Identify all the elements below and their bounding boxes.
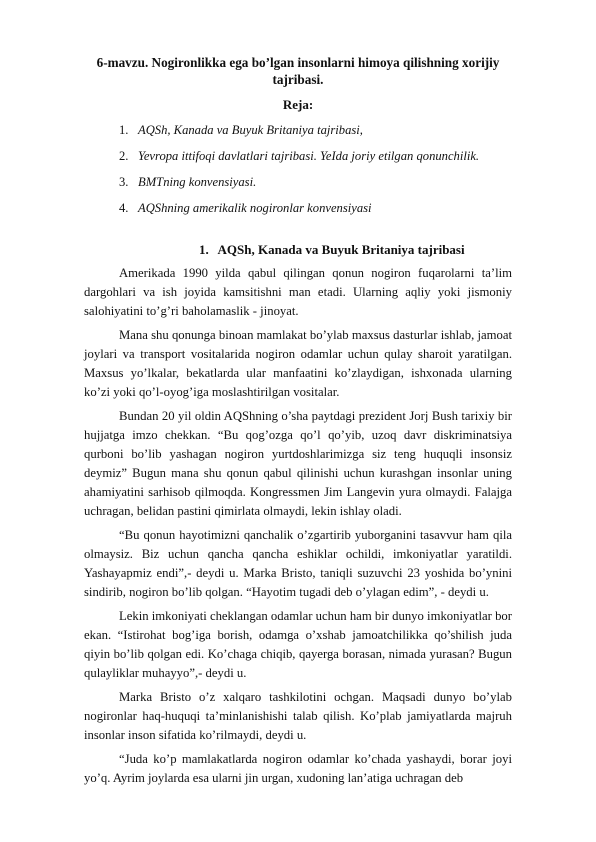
section-number: 1.: [199, 242, 209, 257]
plan-item-number: 2.: [119, 149, 129, 163]
plan-item-text: AQSh, Kanada va Buyuk Britaniya tajribasi,: [138, 123, 363, 137]
document-title: 6-mavzu. Nogironlikka ega bo’lgan insonlarni himoya qilishning xorijiy tajribasi.: [96, 55, 500, 87]
plan-item: [84, 148, 512, 165]
body-paragraph: “Juda ko’p mamlakatlarda nogiron odamlar ko’chada yashaydi, borar joyi yo’q. Ayrim joylarda esa ularni jin urgan, xudoning lan’atiga uchragan deb: [84, 752, 512, 785]
plan-item-text: AQShning amerikalik nogironlar konvensiyasi: [138, 201, 372, 215]
body-paragraph: Mana shu qonunga binoan mamlakat bo’ylab maxsus dasturlar ishlab, jamoat joylari va transport vositalarida nogiron odamlar uchun qulay sharoit yaratilgan. Maxsus yo’lkalar, bekatlarda ular manfaatini ko’zlaydigan, ishxonada ularning ko’zi yoki qo’l-oyog’iga moslashtirilgan vositalar.: [84, 328, 512, 399]
plan-item: [84, 122, 512, 139]
plan-item-text: BMTning konvensiyasi.: [138, 175, 257, 189]
plan-item: [84, 200, 512, 217]
document-page: [84, 54, 512, 793]
section-heading: [84, 241, 512, 258]
body-paragraph: Amerikada 1990 yilda qabul qilingan qonun nogiron fuqarolarni ta’lim dargohlari va ish joyida kamsitishni man etadi. Ularning aqliy yoki jismoniy salohiyatini to’g’ri baholamaslik - jinoyat.: [84, 266, 512, 318]
plan-list: [84, 122, 512, 217]
body-paragraph: “Bu qonun hayotimizni qanchalik o’zgartirib yuborganini tasavvur ham qila olmaysiz. Biz uchun qancha qancha eshiklar ochildi, imkoniyatlar yaratildi. Yashayapmiz endi”,- deydi u. Marka Bristo, taniqli suzuvchi 23 yoshida bo’ynini sindirib, nogiron bo’lib qolgan. “Hayotim tugadi deb o’ylagan edim”, - deydi u.: [84, 528, 512, 599]
body-paragraph: Lekin imkoniyati cheklangan odamlar uchun ham bir dunyo imkoniyatlar bor ekan. “Istirohat bog’iga borish, odamga o’xshab jamoatchilikka qo’shilish juda qiyin bo’lib qolgan edi. Ko’chaga chiqib, qayerga borasan, nimada yurasan? Bugun qulayliklar muhayyo”,- deydi u.: [84, 609, 512, 680]
plan-item: [84, 174, 512, 191]
plan-item-number: 3.: [119, 175, 129, 189]
body-paragraph: Marka Bristo o’z xalqaro tashkilotini ochgan. Maqsadi dunyo bo’ylab nogironlar haq-huquqi ta’minlanishishi talab qilish. Ko’plab jamiyatlarda majruh insonlar inson sifatida ko’rilmaydi, deydi u.: [84, 690, 512, 742]
section-title: AQSh, Kanada va Buyuk Britaniya tajribasi: [217, 242, 465, 257]
plan-item-number: 1.: [119, 123, 129, 137]
plan-item-number: 4.: [119, 201, 129, 215]
plan-heading: Reja:: [282, 97, 314, 112]
plan-item-text: Yevropa ittifoqi davlatlari tajribasi. YeIda joriy etilgan qonunchilik.: [138, 149, 480, 163]
body-paragraph: Bundan 20 yil oldin AQShning o’sha paytdagi prezident Jorj Bush tarixiy bir hujjatga imzo chekkan. “Bu qog’ozga qo’l qo’yib, uzoq davr diskriminatsiya qurboni bo’lib yashagan nogiron yurtdoshlarimizga siz teng huquqli insonsiz deymiz” Bugun mana shu qonun qabul qilinishi uchun kurashgan insonlar uning ahamiyatini sarhisob qilmoqda. Kongressmen Jim Langevin yura olmaydi. Falajga uchragan, belidan pastini qimirlata olmaydi, lekin ishlay oladi.: [84, 409, 512, 518]
